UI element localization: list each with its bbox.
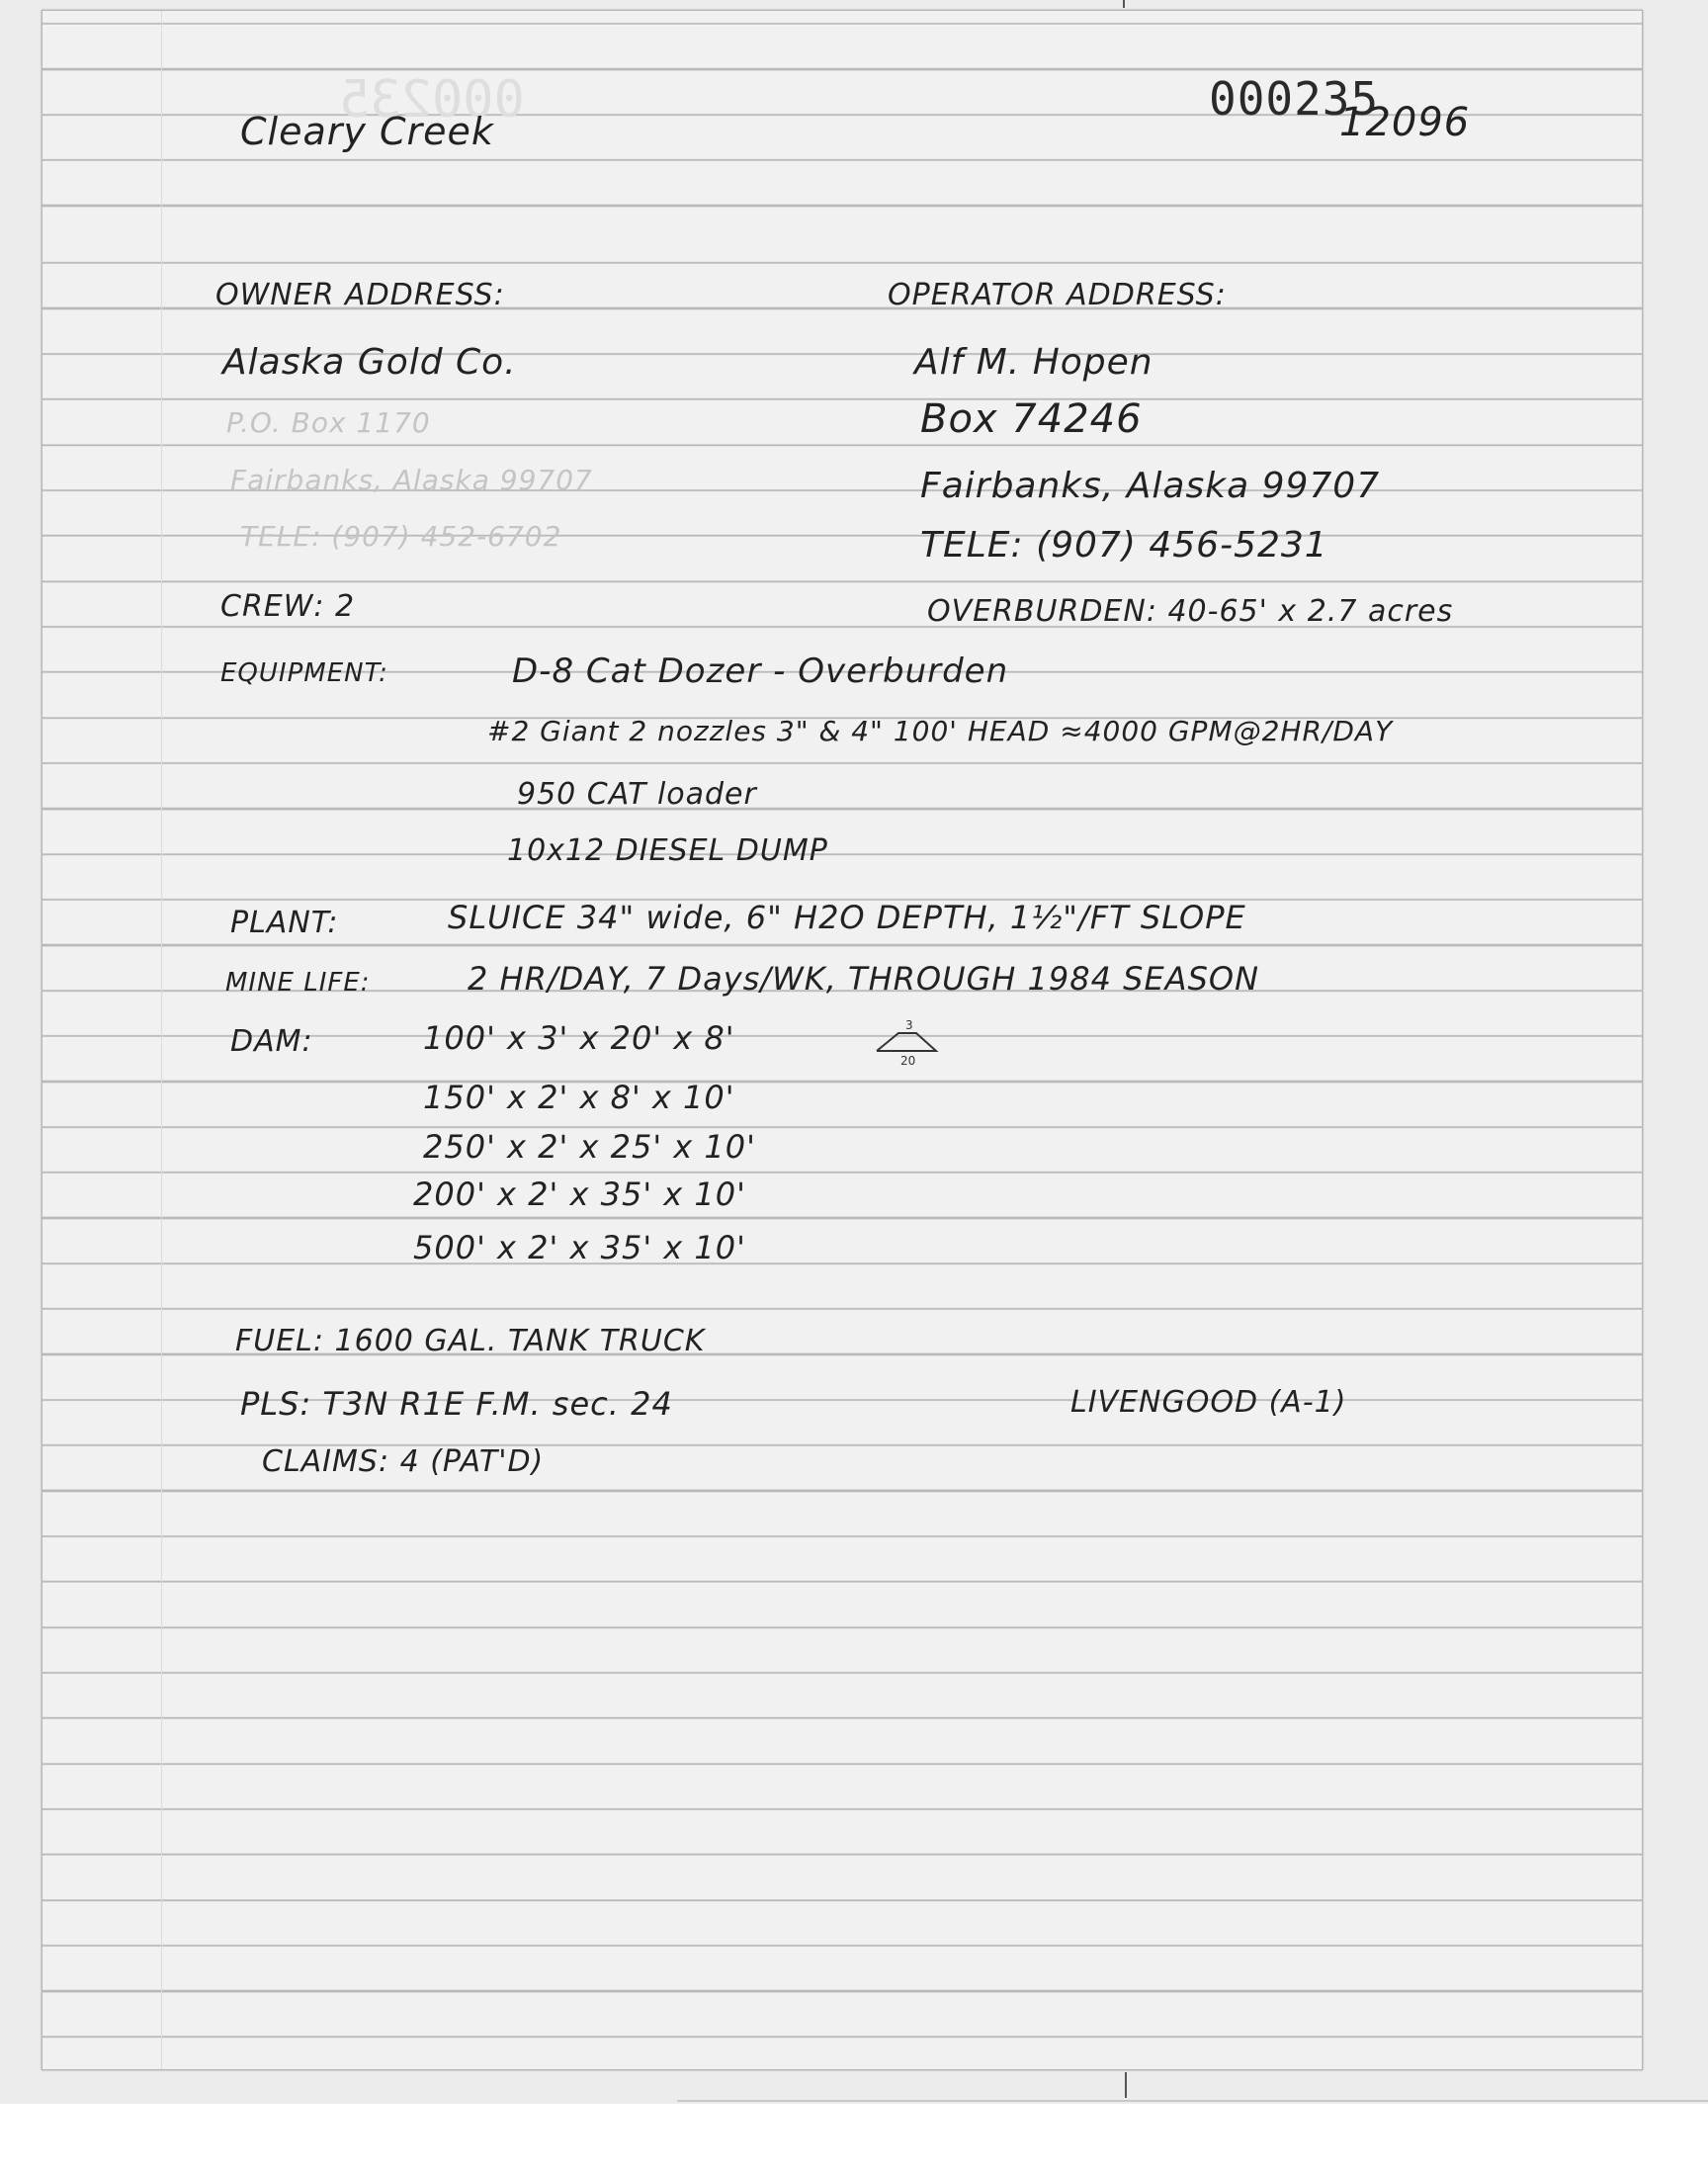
- dam-sketch-top-label: 3: [905, 1018, 913, 1032]
- margin-line: [161, 11, 162, 2069]
- dam-row-1: 100' x 3' x 20' x 8': [423, 1019, 735, 1057]
- operator-box: Box 74246: [920, 396, 1143, 442]
- operator-name: Alf M. Hopen: [914, 342, 1153, 383]
- dam-label: DAM:: [230, 1024, 313, 1059]
- quadrangle: LIVENGOOD (A-1): [1070, 1385, 1347, 1420]
- dam-row-3: 250' x 2' x 25' x 10': [423, 1128, 756, 1166]
- mine-life-details: 2 HR/DAY, 7 Days/WK, THROUGH 1984 SEASON: [468, 960, 1259, 998]
- operator-address-label: OPERATOR ADDRESS:: [888, 278, 1227, 312]
- operator-phone: TELE: (907) 456-5231: [920, 525, 1328, 566]
- dam-sketch-bottom-label: 20: [900, 1054, 916, 1068]
- binding-mark-top: [1123, 0, 1125, 8]
- scan-edge: [677, 2100, 1708, 2102]
- claims-count: CLAIMS: 4 (PAT'D): [262, 1444, 545, 1479]
- location-title: Cleary Creek: [240, 110, 494, 153]
- owner-name: Alaska Gold Co.: [222, 342, 517, 383]
- dam-row-5: 500' x 2' x 35' x 10': [413, 1229, 746, 1266]
- equipment-item-2: #2 Giant 2 nozzles 3" & 4" 100' HEAD ≈4000 GPM@2HR/DAY: [487, 715, 1394, 747]
- owner-address-line-3: Fairbanks, Alaska 99707: [230, 464, 593, 496]
- equipment-item-3: 950 CAT loader: [517, 777, 757, 812]
- equipment-item-4: 10x12 DIESEL DUMP: [507, 833, 828, 868]
- dam-row-4: 200' x 2' x 35' x 10': [413, 1175, 746, 1213]
- overburden-note: OVERBURDEN: 40-65' x 2.7 acres: [927, 594, 1454, 629]
- binding-mark-bottom: [1125, 2072, 1127, 2098]
- document-stamp-number: 000235: [1209, 72, 1380, 126]
- fuel-details: FUEL: 1600 GAL. TANK TRUCK: [235, 1324, 706, 1358]
- plant-label: PLANT:: [230, 906, 339, 940]
- owner-address-line-2: P.O. Box 1170: [226, 406, 431, 439]
- pls-location: PLS: T3N R1E F.M. sec. 24: [240, 1385, 673, 1423]
- handwritten-document-number: 12096: [1339, 100, 1471, 145]
- crew-count: CREW: 2: [220, 589, 356, 624]
- owner-address-label: OWNER ADDRESS:: [215, 278, 505, 312]
- plant-details: SLUICE 34" wide, 6" H2O DEPTH, 1½"/FT SLOPE: [448, 899, 1246, 936]
- equipment-item-1: D-8 Cat Dozer - Overburden: [512, 652, 1009, 691]
- dam-cross-section-sketch: [873, 1009, 942, 1069]
- bleed-through-stamp: 000235: [339, 70, 525, 130]
- mine-life-label: MINE LIFE:: [225, 968, 371, 998]
- equipment-label: EQUIPMENT:: [220, 658, 388, 688]
- lined-paper-sheet: [42, 10, 1643, 2070]
- dam-row-2: 150' x 2' x 8' x 10': [423, 1079, 735, 1116]
- owner-phone: TELE: (907) 452-6702: [240, 520, 562, 553]
- operator-city: Fairbanks, Alaska 99707: [920, 466, 1381, 506]
